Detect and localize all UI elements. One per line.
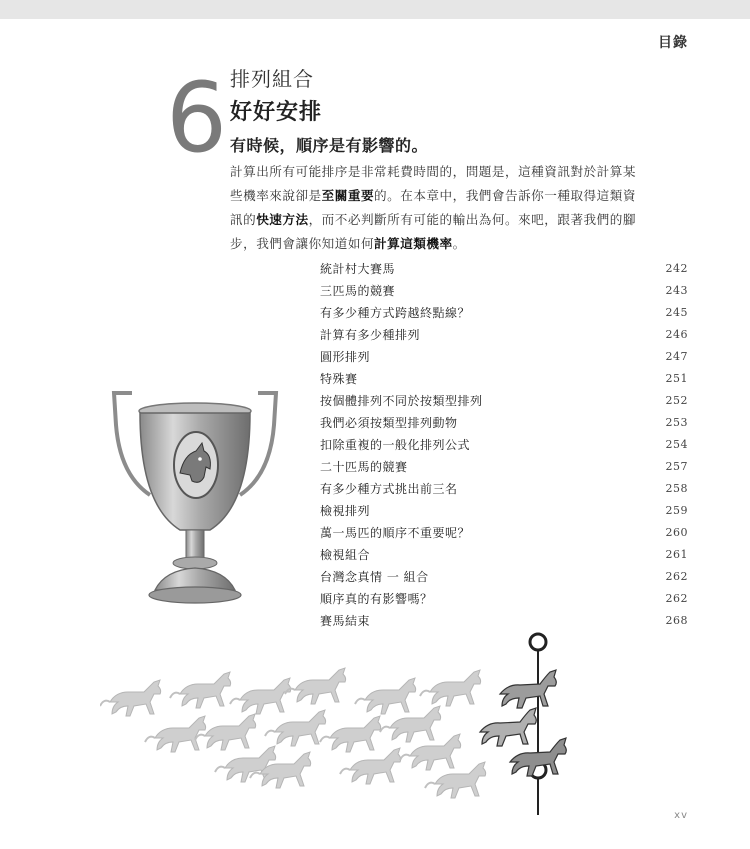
toc-entry-title: 扣除重複的一般化排列公式 xyxy=(320,437,471,452)
intro-text: 計算出所有可能排序是非常耗費時間的，問題是，這種資訊對於計算某些機率來說卻是 xyxy=(230,164,636,203)
toc-entry-title: 計算有多少種排列 xyxy=(320,327,421,342)
top-bar xyxy=(0,0,750,19)
toc-entry-title: 有多少種方式跨越終點線？ xyxy=(320,305,471,320)
intro-emphasis: 至關重要 xyxy=(321,188,375,203)
toc-entry-title: 有多少種方式挑出前三名 xyxy=(320,481,458,496)
toc-entry-page: 262 xyxy=(665,591,688,605)
toc-entry[interactable] xyxy=(320,455,688,477)
toc-entry-page: 246 xyxy=(665,327,688,341)
toc-entry-title: 特殊賽 xyxy=(320,371,358,386)
chapter-subtitle: 有時候，順序是有影響的。 xyxy=(230,136,429,155)
toc-entry-page: 268 xyxy=(665,613,688,627)
toc-entry[interactable] xyxy=(320,433,688,455)
toc-entry[interactable] xyxy=(320,323,688,345)
toc-entry[interactable] xyxy=(320,301,688,323)
toc-entry[interactable] xyxy=(320,521,688,543)
horse-icon xyxy=(100,668,486,798)
toc-entry[interactable] xyxy=(320,257,688,279)
toc-entry-page: 243 xyxy=(665,283,688,297)
toc-entry-title: 三匹馬的競賽 xyxy=(320,283,396,298)
section-header: 目錄 xyxy=(658,35,688,51)
trophy-illustration xyxy=(110,385,280,610)
toc-entry-page: 262 xyxy=(665,569,688,583)
toc-entry[interactable] xyxy=(320,499,688,521)
intro-text: ，而不必判斷所有可能的輸出為何。來吧，跟著我們的腳步，我們會讓你知道如何 xyxy=(230,212,636,251)
toc-entry[interactable] xyxy=(320,345,688,367)
toc-entry-title: 萬一馬匹的順序不重要呢？ xyxy=(320,525,471,540)
toc-entry-title: 按個體排列不同於按類型排列 xyxy=(320,393,483,408)
toc-entry-page: 245 xyxy=(665,305,688,319)
intro-text: 。 xyxy=(452,236,466,251)
toc-entry-page: 258 xyxy=(665,481,688,495)
toc-entry-page: 257 xyxy=(665,459,688,473)
toc-entry[interactable] xyxy=(320,565,688,587)
toc-entry[interactable] xyxy=(320,389,688,411)
toc-entry-page: 252 xyxy=(665,393,688,407)
toc-entry-page: 251 xyxy=(665,371,688,385)
toc-entry-title: 順序真的有影響嗎？ xyxy=(320,591,433,606)
horse-race-illustration xyxy=(100,630,590,820)
toc-entry[interactable] xyxy=(320,279,688,301)
intro-emphasis: 計算這類機率 xyxy=(374,236,453,251)
toc-entry-title: 台灣念真情 一 組合 xyxy=(320,569,429,584)
toc-entry-title: 統計村大賽馬 xyxy=(320,261,396,276)
toc-entry-page: 260 xyxy=(665,525,688,539)
toc-entry-page: 254 xyxy=(665,437,688,451)
toc-entry-title: 圓形排列 xyxy=(320,349,371,364)
toc-entry[interactable] xyxy=(320,477,688,499)
toc-entry-page: 261 xyxy=(665,547,688,561)
chapter-title: 好好安排 xyxy=(230,100,323,125)
toc-entry-title: 檢視排列 xyxy=(320,503,371,518)
toc-entry-title: 我們必須按類型排列動物 xyxy=(320,415,458,430)
chapter-number: 6 xyxy=(166,62,228,174)
intro-text: 的。在本章中，我們會告訴你一種取得這類資訊的 xyxy=(230,188,636,227)
toc-entry-page: 253 xyxy=(665,415,688,429)
chapter-kicker: 排列組合 xyxy=(230,67,314,91)
toc-entry-title: 二十匹馬的競賽 xyxy=(320,459,408,474)
toc-entry-page: 259 xyxy=(665,503,688,517)
toc-entry[interactable] xyxy=(320,543,688,565)
table-of-contents xyxy=(320,257,688,631)
toc-entry[interactable] xyxy=(320,587,688,609)
toc-entry-title: 賽馬結束 xyxy=(320,613,371,628)
toc-entry[interactable] xyxy=(320,609,688,631)
page-number: xv xyxy=(674,810,688,821)
toc-entry[interactable] xyxy=(320,411,688,433)
toc-entry-title: 檢視組合 xyxy=(320,547,371,562)
chapter-intro xyxy=(230,160,640,256)
toc-entry-page: 242 xyxy=(665,261,688,275)
toc-entry-page: 247 xyxy=(665,349,688,363)
intro-emphasis: 快速方法 xyxy=(256,212,309,227)
toc-entry[interactable] xyxy=(320,367,688,389)
leading-horses xyxy=(480,670,566,776)
